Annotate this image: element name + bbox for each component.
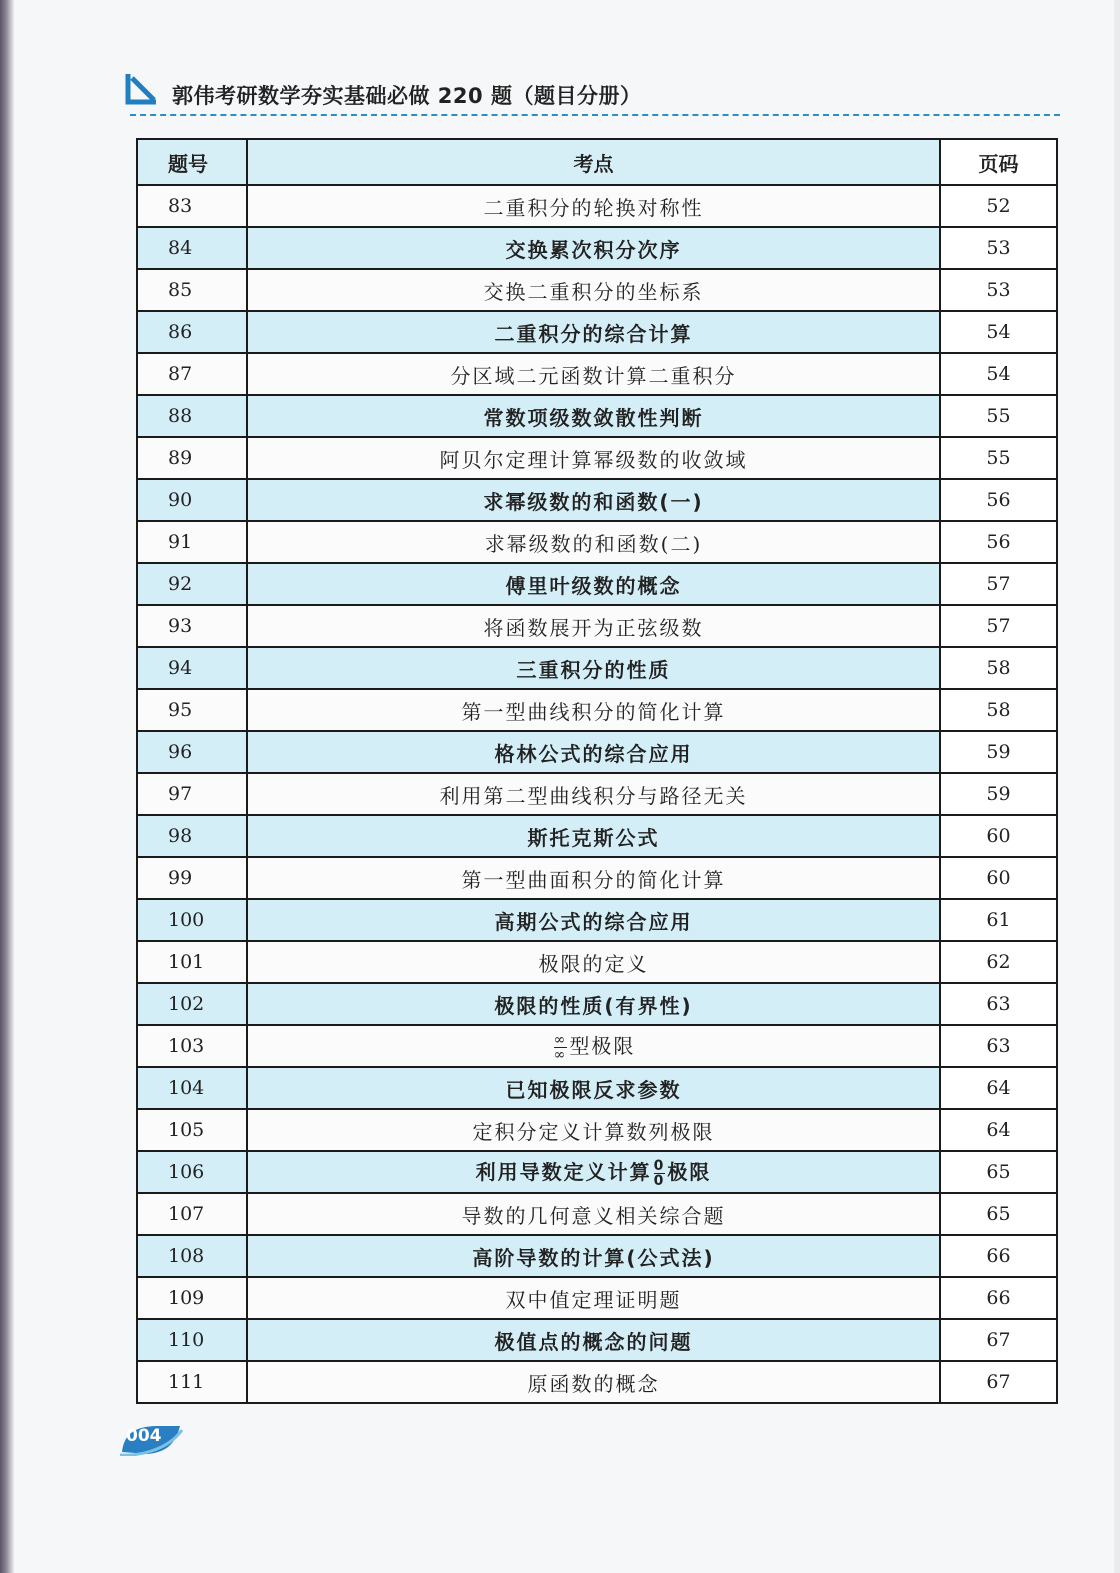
row-page: 54: [940, 353, 1057, 395]
row-topic: 求幂级数的和函数(二): [247, 521, 940, 563]
fraction-denominator: 0: [653, 1173, 666, 1189]
row-topic: [247, 1151, 940, 1193]
row-topic: 利用第二型曲线积分与路径无关: [247, 773, 940, 815]
table-row: [137, 605, 1057, 647]
row-topic: 定积分定义计算数列极限: [247, 1109, 940, 1151]
row-number: 86: [137, 311, 247, 353]
table-row: [137, 1193, 1057, 1235]
row-number: 92: [137, 563, 247, 605]
row-number: 104: [137, 1067, 247, 1109]
row-page: 59: [940, 731, 1057, 773]
row-number: 109: [137, 1277, 247, 1319]
row-page: 66: [940, 1235, 1057, 1277]
topic-text: 利用导数定义计算: [475, 1160, 652, 1184]
table-row: [137, 563, 1057, 605]
table-row: [137, 1109, 1057, 1151]
table-row: [137, 857, 1057, 899]
row-number: 97: [137, 773, 247, 815]
table-row: [137, 1067, 1057, 1109]
table-row: [137, 941, 1057, 983]
arrow-logo-icon: [124, 72, 164, 108]
table-row: [137, 983, 1057, 1025]
table-row: [137, 773, 1057, 815]
row-topic: 二重积分的轮换对称性: [247, 185, 940, 227]
row-number: 94: [137, 647, 247, 689]
row-number: 87: [137, 353, 247, 395]
row-topic: 极限的定义: [247, 941, 940, 983]
row-topic: 导数的几何意义相关综合题: [247, 1193, 940, 1235]
row-number: 100: [137, 899, 247, 941]
row-topic: 三重积分的性质: [247, 647, 940, 689]
row-topic: 高阶导数的计算(公式法): [247, 1235, 940, 1277]
table-row: [137, 1319, 1057, 1361]
row-topic: 原函数的概念: [247, 1361, 940, 1403]
row-number: 106: [137, 1151, 247, 1193]
row-topic: 已知极限反求参数: [247, 1067, 940, 1109]
topic-text: 型极限: [569, 1034, 636, 1058]
row-number: 88: [137, 395, 247, 437]
col-header-number: 题号: [137, 139, 247, 185]
row-topic: 求幂级数的和函数(一): [247, 479, 940, 521]
row-topic: 双中值定理证明题: [247, 1277, 940, 1319]
table-row: [137, 647, 1057, 689]
row-topic: 极限的性质(有界性): [247, 983, 940, 1025]
row-page: 67: [940, 1361, 1057, 1403]
row-page: 58: [940, 647, 1057, 689]
row-number: 84: [137, 227, 247, 269]
page-number: 004: [126, 1426, 162, 1446]
row-number: 99: [137, 857, 247, 899]
row-number: 83: [137, 185, 247, 227]
row-number: 108: [137, 1235, 247, 1277]
row-topic: 交换累次积分次序: [247, 227, 940, 269]
row-topic: 格林公式的综合应用: [247, 731, 940, 773]
row-number: 103: [137, 1025, 247, 1067]
row-page: 60: [940, 815, 1057, 857]
col-header-page: 页码: [940, 139, 1057, 185]
row-topic: 傅里叶级数的概念: [247, 563, 940, 605]
row-number: 93: [137, 605, 247, 647]
row-topic: 分区域二元函数计算二重积分: [247, 353, 940, 395]
row-number: 91: [137, 521, 247, 563]
row-number: 102: [137, 983, 247, 1025]
row-number: 89: [137, 437, 247, 479]
row-page: 66: [940, 1277, 1057, 1319]
page-header: [124, 72, 1064, 112]
fraction-numerator: ∞: [553, 1032, 568, 1048]
row-page: 55: [940, 395, 1057, 437]
row-number: 101: [137, 941, 247, 983]
row-number: 90: [137, 479, 247, 521]
table-body: [137, 185, 1057, 1403]
row-page: 59: [940, 773, 1057, 815]
header-divider: [130, 114, 1060, 116]
row-topic: 第一型曲面积分的简化计算: [247, 857, 940, 899]
fraction-numerator: 0: [653, 1158, 666, 1174]
row-page: 65: [940, 1151, 1057, 1193]
row-topic: 交换二重积分的坐标系: [247, 269, 940, 311]
table-row: [137, 1361, 1057, 1403]
table-row: [137, 227, 1057, 269]
row-number: 96: [137, 731, 247, 773]
table-row: [137, 1151, 1057, 1193]
row-page: 56: [940, 521, 1057, 563]
row-page: 56: [940, 479, 1057, 521]
table-row: [137, 353, 1057, 395]
row-topic: 第一型曲线积分的简化计算: [247, 689, 940, 731]
row-topic: 高期公式的综合应用: [247, 899, 940, 941]
row-topic: 常数项级数敛散性判断: [247, 395, 940, 437]
row-page: 63: [940, 983, 1057, 1025]
table-row: [137, 269, 1057, 311]
table-row: [137, 479, 1057, 521]
row-page: 64: [940, 1109, 1057, 1151]
row-number: 111: [137, 1361, 247, 1403]
row-page: 61: [940, 899, 1057, 941]
table-row: [137, 521, 1057, 563]
table-row: [137, 395, 1057, 437]
row-number: 107: [137, 1193, 247, 1235]
table-row: [137, 1277, 1057, 1319]
table-row: [137, 815, 1057, 857]
col-header-topic: 考点: [247, 139, 940, 185]
row-number: 110: [137, 1319, 247, 1361]
row-page: 60: [940, 857, 1057, 899]
book-title: 郭伟考研数学夯实基础必做 220 题（题目分册）: [172, 84, 642, 108]
row-page: 67: [940, 1319, 1057, 1361]
row-number: 95: [137, 689, 247, 731]
table-row: [137, 311, 1057, 353]
row-page: 64: [940, 1067, 1057, 1109]
table-row: [137, 689, 1057, 731]
table-row: [137, 731, 1057, 773]
row-page: 53: [940, 269, 1057, 311]
row-topic: 斯托克斯公式: [247, 815, 940, 857]
fraction-denominator: ∞: [553, 1047, 568, 1063]
fraction: [554, 1033, 568, 1062]
row-page: 65: [940, 1193, 1057, 1235]
table-row: [137, 185, 1057, 227]
toc-table: [136, 138, 1058, 1404]
topic-suffix: 极限: [667, 1160, 712, 1184]
fraction: [654, 1159, 666, 1188]
row-topic: 阿贝尔定理计算幂级数的收敛域: [247, 437, 940, 479]
row-page: 52: [940, 185, 1057, 227]
row-page: 58: [940, 689, 1057, 731]
row-number: 98: [137, 815, 247, 857]
row-number: 105: [137, 1109, 247, 1151]
row-topic: 二重积分的综合计算: [247, 311, 940, 353]
row-topic: 将函数展开为正弦级数: [247, 605, 940, 647]
table-row: [137, 437, 1057, 479]
table-header-row: [137, 139, 1057, 185]
row-page: 57: [940, 605, 1057, 647]
row-page: 62: [940, 941, 1057, 983]
row-page: 63: [940, 1025, 1057, 1067]
row-page: 55: [940, 437, 1057, 479]
table-row: [137, 1025, 1057, 1067]
table-row: [137, 899, 1057, 941]
row-page: 54: [940, 311, 1057, 353]
row-page: 57: [940, 563, 1057, 605]
row-topic: 极值点的概念的问题: [247, 1319, 940, 1361]
row-topic: [247, 1025, 940, 1067]
table-row: [137, 1235, 1057, 1277]
row-page: 53: [940, 227, 1057, 269]
row-number: 85: [137, 269, 247, 311]
